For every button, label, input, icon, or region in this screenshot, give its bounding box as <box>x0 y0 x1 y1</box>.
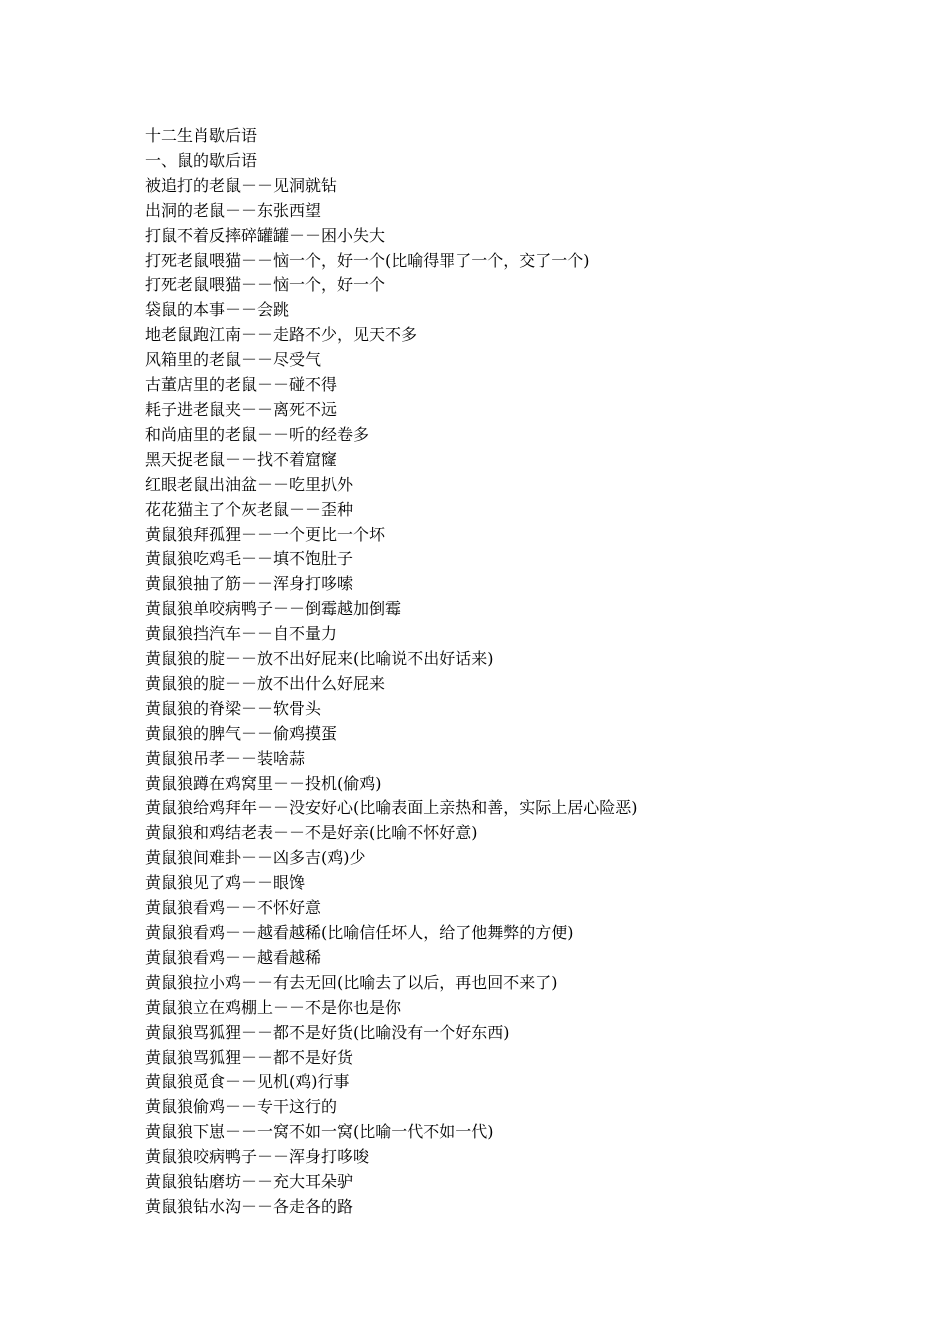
saying-line: 黄鼠狼见了鸡－－眼馋 <box>145 873 306 893</box>
saying-line: 黄鼠狼立在鸡棚上－－不是你也是你 <box>145 997 402 1017</box>
saying-line: 黄鼠狼吊孝－－装啥蒜 <box>145 748 306 768</box>
saying-line: 黄鼠狼看鸡－－越看越稀(比喻信任坏人，给了他舞弊的方便) <box>145 923 574 942</box>
saying-line: 耗子进老鼠夹－－离死不远 <box>145 399 338 419</box>
saying-line: 袋鼠的本事－－会跳 <box>145 300 290 320</box>
saying-line: 黄鼠狼拜孤狸－－一个更比一个坏 <box>145 524 386 544</box>
saying-line: 黄鼠狼骂狐狸－－都不是好货 <box>145 1047 354 1067</box>
saying-line: 黄鼠狼吃鸡毛－－填不饱肚子 <box>145 549 354 569</box>
saying-line: 黄鼠狼偷鸡－－专干这行的 <box>145 1097 338 1117</box>
saying-line: 黄鼠狼的脊梁－－软骨头 <box>145 698 322 718</box>
saying-line: 古董店里的老鼠－－碰不得 <box>145 375 338 395</box>
saying-line: 黄鼠狼的腚－－放不出什么好屁来 <box>145 673 386 693</box>
saying-line: 花花猫主了个灰老鼠－－歪种 <box>145 499 354 519</box>
saying-line: 黄鼠狼给鸡拜年－－没安好心(比喻表面上亲热和善，实际上居心险恶) <box>145 798 638 818</box>
saying-line: 打死老鼠喂猫－－恼一个，好一个(比喻得罪了一个，交了一个) <box>145 250 590 270</box>
saying-line: 黄鼠狼的脾气－－偷鸡摸蛋 <box>145 723 338 743</box>
section-heading: 一、鼠的歇后语 <box>145 150 258 170</box>
saying-line: 出洞的老鼠－－东张西望 <box>145 200 322 220</box>
saying-line: 黄鼠狼挡汽车－－自不量力 <box>145 624 338 644</box>
saying-line: 黄鼠狼和鸡结老表－－不是好亲(比喻不怀好意) <box>145 823 478 843</box>
saying-line: 黄鼠狼钻水沟－－各走各的路 <box>145 1196 354 1216</box>
saying-line: 黄鼠狼单咬病鸭子－－倒霉越加倒霉 <box>145 599 402 619</box>
saying-line: 黄鼠狼蹲在鸡窝里－－投机(偷鸡) <box>145 773 382 793</box>
saying-line: 黄鼠狼咬病鸭子－－浑身打哆唆 <box>145 1147 370 1167</box>
document-title: 十二生肖歇后语 <box>145 126 258 145</box>
saying-line: 黄鼠狼钻磨坊－－充大耳朵驴 <box>145 1172 354 1192</box>
saying-line: 地老鼠跑江南－－走路不少，见天不多 <box>145 325 418 345</box>
saying-line: 黄鼠狼看鸡－－越看越稀 <box>145 947 322 967</box>
saying-line: 黑天捉老鼠－－找不着窟窿 <box>145 449 338 469</box>
saying-line: 黄鼠狼的腚－－放不出好屁来(比喻说不出好话来) <box>145 649 494 669</box>
saying-line: 打鼠不着反摔碎罐罐－－困小失大 <box>145 225 386 245</box>
saying-line: 打死老鼠喂猫－－恼一个，好一个 <box>145 275 386 295</box>
saying-line: 黄鼠狼下崽－－一窝不如一窝(比喻一代不如一代) <box>145 1122 494 1142</box>
saying-line: 被追打的老鼠－－见洞就钻 <box>145 175 338 195</box>
saying-line: 黄鼠狼看鸡－－不怀好意 <box>145 898 322 918</box>
saying-line: 黄鼠狼骂狐狸－－都不是好货(比喻没有一个好东西) <box>145 1022 510 1042</box>
saying-line: 黄鼠狼间难卦－－凶多吉(鸡)少 <box>145 848 366 868</box>
saying-line: 黄鼠狼拉小鸡－－有去无回(比喻去了以后，再也回不来了) <box>145 972 558 992</box>
saying-line: 红眼老鼠出油盆－－吃里扒外 <box>145 474 354 494</box>
saying-line: 和尚庙里的老鼠－－听的经卷多 <box>145 424 370 444</box>
saying-list <box>145 174 845 1220</box>
saying-line: 风箱里的老鼠－－尽受气 <box>145 350 322 370</box>
saying-line: 黄鼠狼觅食－－见机(鸡)行事 <box>145 1072 350 1092</box>
document-body <box>145 124 845 1220</box>
saying-line: 黄鼠狼抽了筋－－浑身打哆嗦 <box>145 574 354 594</box>
